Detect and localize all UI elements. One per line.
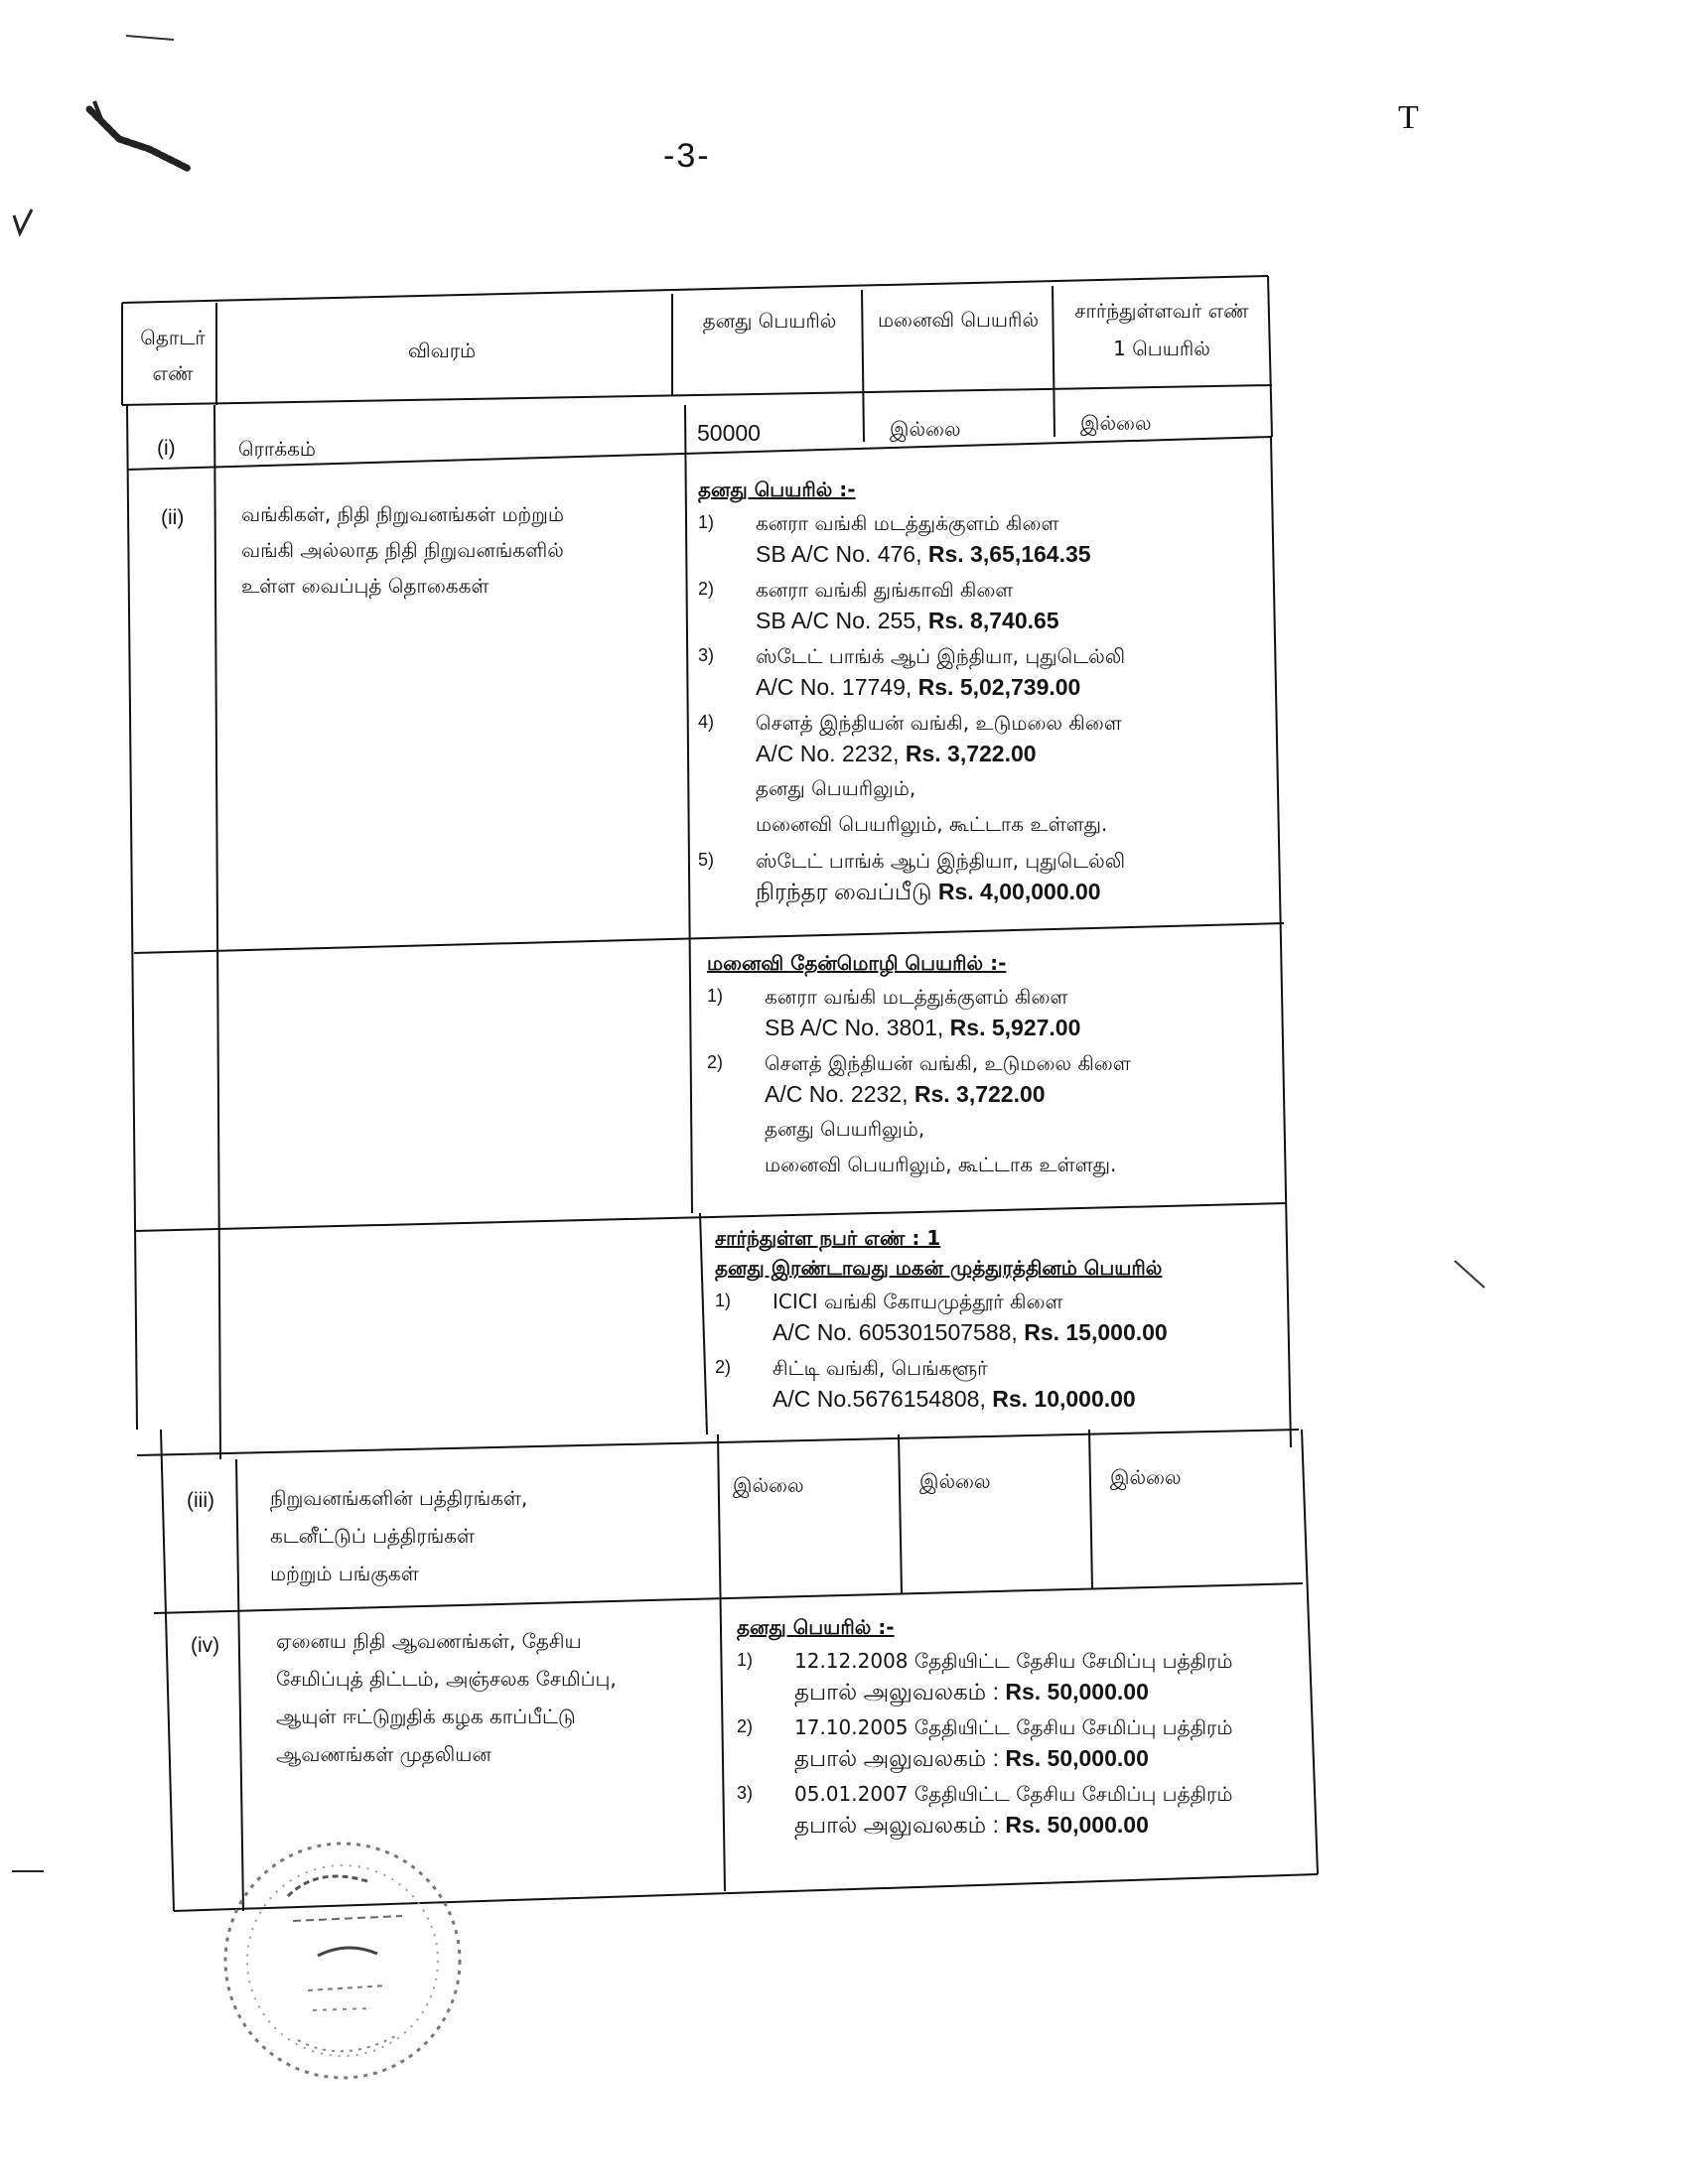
item-amount: Rs. 50,000.00 <box>1005 1812 1149 1838</box>
item-account-line <box>756 738 1125 770</box>
list-item <box>698 575 1125 637</box>
row-desc-bonds-line: கடனீட்டுப் பத்திரங்கள் <box>270 1524 476 1548</box>
deposits-dependent-subheading: தனது இரண்டாவது மகன் முத்துரத்தினம் பெயரில் <box>715 1256 1163 1280</box>
row-desc-cash: ரொக்கம் <box>238 437 317 461</box>
row-number-savings: (iv) <box>191 1634 220 1657</box>
item-account-line <box>756 538 1125 571</box>
item-institution: கனரா வங்கி மடத்துக்குளம் கிளை <box>765 985 1068 1009</box>
item-number: 3) <box>698 645 715 665</box>
header-serial-number: தொடர் எண் <box>140 326 206 385</box>
item-account: SB A/C No. 3801, <box>765 1015 950 1040</box>
item-amount: Rs. 50,000.00 <box>1005 1679 1149 1705</box>
list-item <box>737 1646 1232 1708</box>
deposits-self-heading: தனது பெயரில் :- <box>698 478 856 501</box>
list-item <box>715 1353 1168 1416</box>
header-dependent-name: சார்ந்துள்ளவர் எண் 1 பெயரில் <box>1074 299 1249 360</box>
item-institution: கனரா வங்கி துங்காவி கிளை <box>756 578 1014 602</box>
row-desc-deposits <box>241 496 564 604</box>
deposits-self-list <box>698 508 1125 908</box>
item-account-line <box>765 1012 1131 1044</box>
row-desc-savings-line: ஏனைய நிதி ஆவணங்கள், தேசிய <box>276 1629 582 1653</box>
item-account: A/C No. 17749, <box>756 674 918 700</box>
item-number: 3) <box>737 1783 754 1803</box>
item-number: 5) <box>698 850 715 870</box>
item-institution: சௌத் இந்தியன் வங்கி, உடுமலை கிளை <box>765 1051 1131 1075</box>
row-desc-bonds <box>270 1479 527 1592</box>
official-seal-stamp <box>199 1827 487 2095</box>
item-amount: Rs. 50,000.00 <box>1005 1745 1149 1771</box>
item-number: 2) <box>715 1357 732 1377</box>
header-details: விவரம் <box>407 339 477 362</box>
item-amount: Rs. 8,740.65 <box>927 608 1059 633</box>
item-number: 2) <box>737 1716 754 1736</box>
item-account-line <box>756 671 1125 704</box>
row-desc-bonds-line: மற்றும் பங்குகள் <box>270 1562 419 1585</box>
list-item <box>698 508 1125 571</box>
deposits-spouse-list <box>707 982 1131 1182</box>
list-item <box>737 1779 1232 1842</box>
row-desc-deposits-line: உள்ள வைப்புத் தொகைகள் <box>241 574 490 598</box>
item-note: தனது பெயரிலும், <box>765 1117 925 1141</box>
cash-dependent-value: இல்லை <box>1080 411 1152 435</box>
item-account: நிரந்தர வைப்பீடு <box>756 879 938 904</box>
item-account-line <box>794 1742 1232 1775</box>
item-number: 1) <box>707 986 724 1006</box>
item-number: 1) <box>715 1291 732 1310</box>
item-amount: Rs. 10,000.00 <box>992 1386 1136 1412</box>
item-account: A/C No. 2232, <box>765 1081 914 1107</box>
row-desc-deposits-line: வங்கிகள், நிதி நிறுவனங்கள் மற்றும் <box>241 502 564 526</box>
item-account: SB A/C No. 255, <box>756 608 928 633</box>
deposits-dependent-heading: சார்ந்துள்ள நபர் எண் : 1 <box>715 1226 941 1250</box>
item-institution: ஸ்டேட் பாங்க் ஆப் இந்தியா, புதுடெல்லி <box>756 644 1126 668</box>
item-amount: Rs. 4,00,000.00 <box>937 879 1101 904</box>
item-amount: Rs. 3,65,164.35 <box>927 541 1091 567</box>
row-desc-deposits-line: வங்கி அல்லாத நிதி நிறுவனங்களில் <box>241 538 564 562</box>
row-desc-savings-line: ஆவணங்கள் முதலியன <box>276 1742 492 1766</box>
savings-self-list <box>737 1646 1232 1842</box>
row-desc-savings-line: சேமிப்புத் திட்டம், அஞ்சலக சேமிப்பு, <box>276 1667 617 1691</box>
item-account: தபால் அலுவலகம் : <box>794 1679 1006 1705</box>
deposits-dependent-block <box>715 1223 1168 1416</box>
item-number: 2) <box>707 1052 724 1072</box>
item-account: A/C No.5676154808, <box>773 1386 993 1412</box>
item-number: 1) <box>737 1650 754 1670</box>
item-account: தபால் அலுவலகம் : <box>794 1745 1006 1771</box>
bonds-dependent-value: இல்லை <box>1110 1465 1182 1489</box>
item-institution: சௌத் இந்தியன் வங்கி, உடுமலை கிளை <box>756 711 1122 735</box>
item-institution: 17.10.2005 தேதியிட்ட தேசிய சேமிப்பு பத்திரம் <box>794 1715 1233 1739</box>
item-institution: கனரா வங்கி மடத்துக்குளம் கிளை <box>756 511 1059 535</box>
item-account-line <box>794 1676 1232 1708</box>
item-number: 4) <box>698 712 715 732</box>
item-number: 1) <box>698 512 715 532</box>
item-amount: Rs. 3,722.00 <box>914 1081 1046 1107</box>
cash-spouse-value: இல்லை <box>890 417 961 441</box>
item-institution: ஸ்டேட் பாங்க் ஆப் இந்தியா, புதுடெல்லி <box>756 849 1126 873</box>
deposits-spouse-block <box>707 948 1131 1182</box>
item-amount: Rs. 5,02,739.00 <box>917 674 1081 700</box>
item-account-line <box>756 876 1125 908</box>
item-account: A/C No. 2232, <box>756 741 906 766</box>
page-number: -3- <box>663 137 711 175</box>
item-account-line <box>794 1809 1232 1842</box>
deposits-dependent-list <box>715 1287 1168 1416</box>
item-account-line <box>756 605 1125 637</box>
row-desc-savings <box>276 1622 617 1773</box>
bonds-spouse-value: இல்லை <box>919 1469 991 1493</box>
row-number-bonds: (iii) <box>187 1489 214 1512</box>
row-number-cash: (i) <box>157 437 176 460</box>
item-institution: சிட்டி வங்கி, பெங்களூர் <box>773 1356 988 1380</box>
list-item <box>707 1048 1131 1182</box>
item-amount: Rs. 15,000.00 <box>1024 1319 1168 1345</box>
item-institution: 05.01.2007 தேதியிட்ட தேசிய சேமிப்பு பத்திரம் <box>794 1782 1233 1806</box>
savings-self-block <box>737 1612 1232 1842</box>
item-institution: ICICI வங்கி கோயமுத்தூர் கிளை <box>773 1290 1063 1313</box>
item-account-line <box>773 1383 1168 1416</box>
item-account: A/C No. 605301507588, <box>773 1319 1025 1345</box>
corner-mark: T <box>1398 99 1419 136</box>
row-desc-savings-line: ஆயுள் ஈட்டுறுதிக் கழக காப்பீட்டு <box>276 1705 576 1728</box>
item-number: 2) <box>698 579 715 599</box>
header-spouse-name: மனைவி பெயரில் <box>877 308 1040 332</box>
header-self-name: தனது பெயரில் <box>702 309 837 333</box>
deposits-spouse-heading: மனைவி தேன்மொழி பெயரில் :- <box>707 951 1007 975</box>
list-item <box>698 641 1125 704</box>
bonds-self-value: இல்லை <box>733 1473 804 1497</box>
item-account-line <box>773 1316 1168 1349</box>
list-item <box>698 708 1125 842</box>
item-account-line <box>765 1078 1131 1111</box>
item-account: தபால் அலுவலகம் : <box>794 1812 1006 1838</box>
list-item <box>737 1712 1232 1775</box>
item-account: SB A/C No. 476, <box>756 541 928 567</box>
cash-self-value: 50000 <box>697 420 761 446</box>
item-note: மனைவி பெயரிலும், கூட்டாக உள்ளது. <box>756 812 1108 836</box>
item-institution: 12.12.2008 தேதியிட்ட தேசிய சேமிப்பு பத்திரம் <box>794 1649 1233 1673</box>
item-note: தனது பெயரிலும், <box>756 776 916 800</box>
deposits-self-block <box>698 475 1125 908</box>
savings-self-heading: தனது பெயரில் :- <box>737 1615 895 1639</box>
item-amount: Rs. 3,722.00 <box>905 741 1037 766</box>
list-item <box>698 846 1125 908</box>
row-number-deposits: (ii) <box>161 506 185 529</box>
list-item <box>707 982 1131 1044</box>
item-amount: Rs. 5,927.00 <box>949 1015 1081 1040</box>
row-desc-bonds-line: நிறுவனங்களின் பத்திரங்கள், <box>270 1486 528 1510</box>
list-item <box>715 1287 1168 1349</box>
item-note: மனைவி பெயரிலும், கூட்டாக உள்ளது. <box>765 1153 1117 1176</box>
